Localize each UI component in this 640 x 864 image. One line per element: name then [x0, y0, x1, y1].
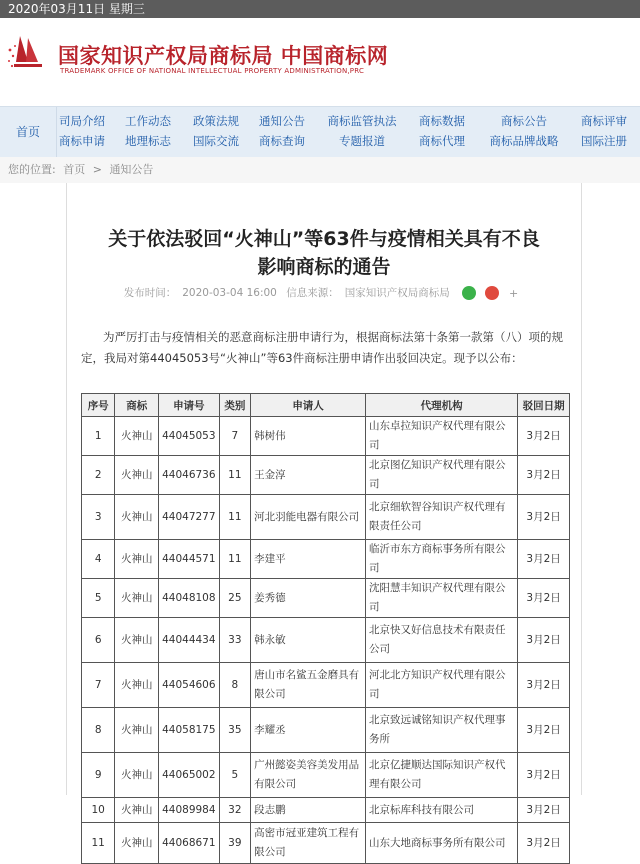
table-header-cell: 申请人 [251, 394, 366, 417]
table-cell: 35 [219, 708, 251, 753]
nav-item-row2-5[interactable]: 商标代理 [419, 134, 465, 148]
article-intro: 为严厉打击与疫情相关的恶意商标注册申请行为，根据商标法第十条第一款第（八）项的规定，我局对第44045053号“火神山”等63件商标注册申请作出驳回决定。现予以公布： [81, 330, 563, 365]
table-cell: 3月2日 [518, 823, 570, 864]
table-cell: 高密市冠亚建筑工程有限公司 [251, 823, 366, 864]
table-cell: 3月2日 [518, 708, 570, 753]
site-title-en: TRADEMARK OFFICE OF NATIONAL INTELLECTUAL PROPERTY ADMINISTRATION,PRC [60, 67, 365, 75]
table-row [82, 708, 570, 753]
table-cell: 火神山 [115, 456, 159, 495]
table-cell: 火神山 [115, 798, 159, 823]
table-cell: 44046736 [159, 456, 219, 495]
table-cell: 3月2日 [518, 753, 570, 798]
weibo-share-icon[interactable] [485, 286, 499, 300]
nav-home[interactable]: 首页 [0, 107, 57, 157]
table-cell: 火神山 [115, 417, 159, 456]
table-cell: 北京致远诚铭知识产权代理事务所 [366, 708, 518, 753]
table-header-cell: 代理机构 [366, 394, 518, 417]
article-title-line1: 关于依法驳回“火神山”等63件与疫情相关具有不良 [108, 228, 540, 250]
nav-item-row2-6[interactable]: 商标品牌战略 [489, 134, 559, 148]
table-cell: 火神山 [115, 708, 159, 753]
breadcrumb-home[interactable]: 首页 [63, 163, 86, 176]
table-cell: 2 [82, 456, 115, 495]
nav-item-row1-7[interactable]: 商标评审 [581, 114, 627, 128]
table-cell: 3月2日 [518, 495, 570, 540]
table-row [82, 495, 570, 540]
nav-item-row1-2[interactable]: 政策法规 [193, 114, 239, 128]
table-cell: 8 [219, 663, 251, 708]
table-cell: 3月2日 [518, 798, 570, 823]
nav-item-row2-3[interactable]: 商标查询 [259, 134, 305, 148]
table-cell: 44068671 [159, 823, 219, 864]
table-row [82, 618, 570, 663]
table-cell: 沈阳慧丰知识产权代理有限公司 [366, 579, 518, 618]
table-header-cell: 驳回日期 [518, 394, 570, 417]
table-row [82, 823, 570, 864]
table-cell: 3 [82, 495, 115, 540]
table-cell: 3月2日 [518, 663, 570, 708]
table-cell: 北京细软智谷知识产权代理有限责任公司 [366, 495, 518, 540]
breadcrumb-sep: > [92, 163, 102, 176]
table-cell: 39 [219, 823, 251, 864]
nav-item-row2-1[interactable]: 地理标志 [125, 134, 171, 148]
table-cell: 32 [219, 798, 251, 823]
table-cell: 44089984 [159, 798, 219, 823]
table-cell: 北京快又好信息技术有限责任公司 [366, 618, 518, 663]
nav-item-row2-7[interactable]: 国际注册 [581, 134, 627, 148]
publish-label: 发布时间： [123, 287, 177, 299]
table-cell: 韩树伟 [251, 417, 366, 456]
table-cell: 北京标库科技有限公司 [366, 798, 518, 823]
table-cell: 火神山 [115, 495, 159, 540]
table-row [82, 663, 570, 708]
table-cell: 王金淳 [251, 456, 366, 495]
table-cell: 河北北方知识产权代理有限公司 [366, 663, 518, 708]
table-cell: 7 [219, 417, 251, 456]
table-cell: 9 [82, 753, 115, 798]
nav-item-row1-1[interactable]: 工作动态 [125, 114, 171, 128]
table-cell: 山东卓拉知识产权代理有限公司 [366, 417, 518, 456]
table-cell: 姜秀德 [251, 579, 366, 618]
table-cell: 5 [82, 579, 115, 618]
nav-item-row2-0[interactable]: 商标申请 [59, 134, 105, 148]
table-row [82, 579, 570, 618]
breadcrumb [0, 157, 640, 183]
table-cell: 河北羽能电器有限公司 [251, 495, 366, 540]
article-card [66, 183, 582, 858]
nav-item-row1-0[interactable]: 司局介绍 [59, 114, 105, 128]
source-label: 信息来源： [286, 287, 339, 299]
table-cell: 3月2日 [518, 417, 570, 456]
table-cell: 5 [219, 753, 251, 798]
table-cell: 段志鹏 [251, 798, 366, 823]
table-cell: 11 [82, 823, 115, 864]
table-header-cell: 类别 [219, 394, 251, 417]
table-row [82, 417, 570, 456]
table-cell: 25 [219, 579, 251, 618]
date-text: 2020年03月11日 星期三 [8, 2, 145, 16]
table-row [82, 540, 570, 579]
nav-item-row1-3[interactable]: 通知公告 [259, 114, 305, 128]
nav-item-row1-5[interactable]: 商标数据 [419, 114, 465, 128]
table-cell: 4 [82, 540, 115, 579]
table-cell: 44058175 [159, 708, 219, 753]
table-cell: 唐山市名鲨五金磨具有限公司 [251, 663, 366, 708]
table-cell: 火神山 [115, 823, 159, 864]
table-cell: 火神山 [115, 663, 159, 708]
table-cell: 火神山 [115, 540, 159, 579]
publish-time: 2020-03-04 16:00 [182, 287, 277, 299]
date-bar [0, 0, 640, 18]
nav-item-row1-6[interactable]: 商标公告 [501, 114, 547, 128]
table-cell: 44047277 [159, 495, 219, 540]
table-cell: 临沂市东方商标事务所有限公司 [366, 540, 518, 579]
table-cell: 李耀丞 [251, 708, 366, 753]
table-cell: 7 [82, 663, 115, 708]
breadcrumb-label: 您的位置: [8, 163, 56, 176]
table-cell: 3月2日 [518, 540, 570, 579]
table-cell: 3月2日 [518, 456, 570, 495]
table-header-cell: 申请号 [159, 394, 219, 417]
table-header-row [82, 394, 570, 417]
table-cell: 北京亿捷顺达国际知识产权代理有限公司 [366, 753, 518, 798]
table-cell: 11 [219, 456, 251, 495]
rejection-table [81, 393, 570, 864]
table-cell: 44044434 [159, 618, 219, 663]
table-header-cell: 序号 [82, 394, 115, 417]
nav-item-row2-2[interactable]: 国际交流 [193, 134, 239, 148]
table-cell: 北京图亿知识产权代理有限公司 [366, 456, 518, 495]
table-cell: 44054606 [159, 663, 219, 708]
article-title-line2: 影响商标的通告 [257, 256, 391, 278]
emblem-logo-icon[interactable] [6, 28, 56, 78]
table-cell: 11 [219, 495, 251, 540]
table-cell: 44065002 [159, 753, 219, 798]
table-cell: 6 [82, 618, 115, 663]
table-cell: 44048108 [159, 579, 219, 618]
table-cell: 3月2日 [518, 579, 570, 618]
table-header-cell: 商标 [115, 394, 159, 417]
table-cell: 广州懿姿美容美发用品有限公司 [251, 753, 366, 798]
table-cell: 韩永敏 [251, 618, 366, 663]
table-cell: 火神山 [115, 579, 159, 618]
table-cell: 11 [219, 540, 251, 579]
table-cell: 李建平 [251, 540, 366, 579]
table-cell: 44044571 [159, 540, 219, 579]
table-row [82, 753, 570, 798]
table-cell: 1 [82, 417, 115, 456]
article-meta [67, 285, 581, 300]
nav-item-row1-4[interactable]: 商标监管执法 [327, 114, 397, 128]
site-title-cn[interactable]: 国家知识产权局商标局 中国商标网 [58, 44, 389, 68]
breadcrumb-current[interactable]: 通知公告 [109, 163, 154, 176]
more-share-icon[interactable]: + [509, 286, 519, 300]
table-cell: 火神山 [115, 753, 159, 798]
table-cell: 8 [82, 708, 115, 753]
nav-item-row2-4[interactable]: 专题报道 [339, 134, 385, 148]
table-row [82, 456, 570, 495]
main-nav [0, 106, 640, 158]
table-row [82, 798, 570, 823]
site-header [0, 18, 640, 106]
table-cell: 3月2日 [518, 618, 570, 663]
article-title [67, 225, 581, 281]
table-cell: 44045053 [159, 417, 219, 456]
source-value: 国家知识产权局商标局 [344, 287, 450, 299]
table-cell: 10 [82, 798, 115, 823]
table-cell: 33 [219, 618, 251, 663]
table-cell: 火神山 [115, 618, 159, 663]
wechat-share-icon[interactable] [462, 286, 476, 300]
table-cell: 山东大地商标事务所有限公司 [366, 823, 518, 864]
